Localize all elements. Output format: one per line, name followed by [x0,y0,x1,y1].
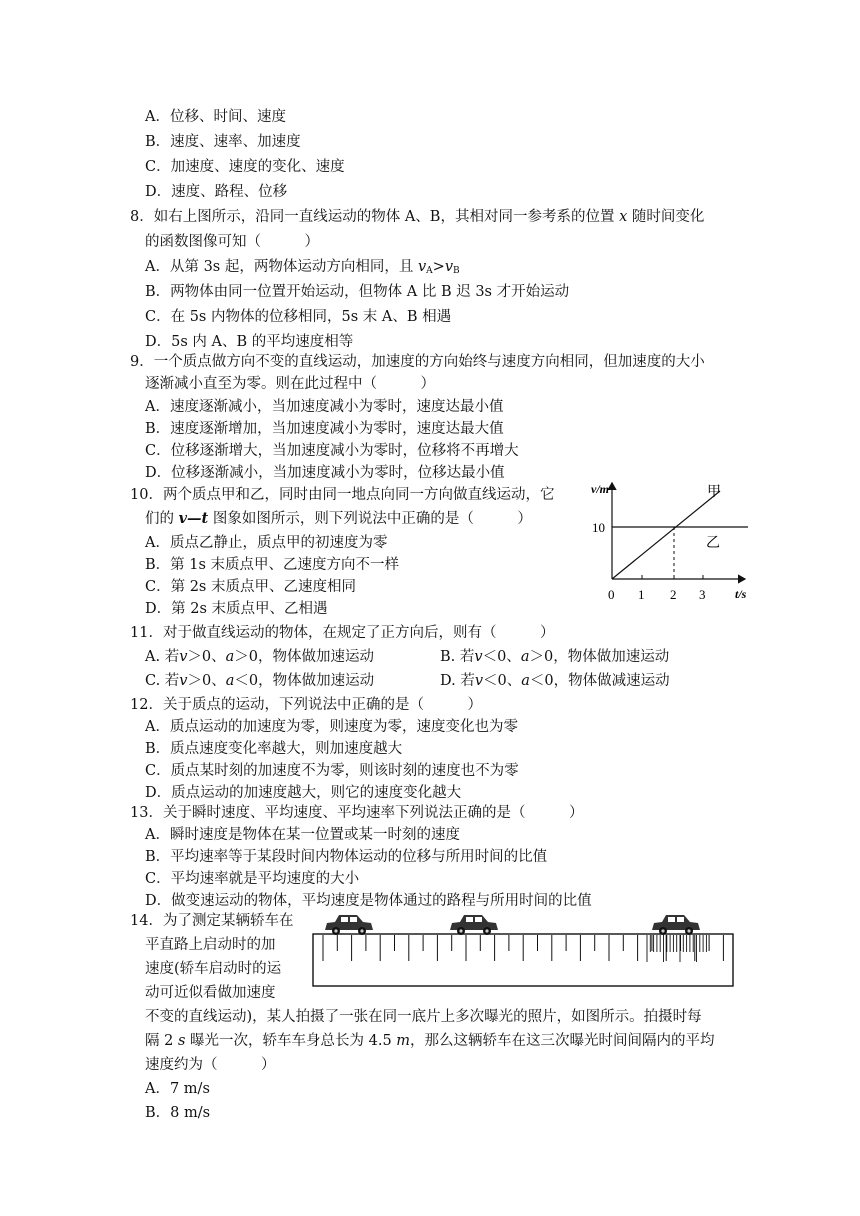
q9-stem-line1: 9．一个质点做方向不变的直线运动，加速度的方向始终与速度方向相同，但加速度的大小 [130,354,705,370]
q9-option-d: D．位移逐渐减小，当加速度减小为零时，位移达最小值 [145,465,505,481]
y-axis-label: v/m [591,482,609,496]
q12-stem: 12．关于质点的运动，下列说法中正确的是（ ） [130,697,482,713]
q10-stem-line2: 们的 v—t 图象如图所示，则下列说法中正确的是（ ） [145,510,532,527]
q10-vt-graph [585,478,765,603]
q12-option-a: A．质点运动的加速度为零，则速度为零，速度变化也为零 [145,719,518,735]
q12-option-c: C．质点某时刻的加速度不为零，则该时刻的速度也不为零 [145,763,519,779]
ruler-fine-ticks [647,935,706,962]
x-tick-label-0: 0 [608,587,615,602]
car-1-icon [325,915,373,935]
q7-option-b: B．速度、速率、加速度 [145,134,301,150]
q13-option-d: D．做变速运动的物体，平均速度是物体通过的路程与所用时间的比值 [145,893,592,909]
y-tick-label-10: 10 [592,520,605,535]
q8-stem-line1: 8．如右上图所示，沿同一直线运动的物体 A、B，其相对同一参考系的位置 x 随时间变化 [130,209,705,225]
q14-line1: 14．为了测定某辆轿车在 [130,913,294,929]
q14-line4: 动可近似看做加速度 [145,985,276,1001]
q10-option-c: C．第 2s 末质点甲、乙速度相同 [145,579,356,595]
q7-option-c: C．加速度、速度的变化、速度 [145,159,345,175]
q10-option-d: D．第 2s 末质点甲、乙相遇 [145,601,328,617]
q10-stem-line1: 10．两个质点甲和乙，同时由同一地点向同一方向做直线运动，它 [130,487,555,503]
q9-option-b: B．速度逐渐增加，当加速度减小为零时，速度达最大值 [145,421,504,437]
q8-option-d: D．5s 内 A、B 的平均速度相等 [145,334,354,350]
q13-option-a: A．瞬时速度是物体在某一位置或某一时刻的速度 [145,827,460,843]
q7-option-a: A．位移、时间、速度 [145,109,286,125]
q11-option-c: C. 若v＞0、a＜0，物体做加速运动 [145,673,375,689]
q14-line6: 隔 2 s 曝光一次，轿车车身总长为 4.5 m，那么这辆轿车在这三次曝光时间间隔内的平均 [145,1033,715,1049]
q10-option-b: B．第 1s 末质点甲、乙速度方向不一样 [145,557,400,573]
x-tick-label-3: 3 [699,587,706,602]
q14-line7: 速度约为（ ） [145,1057,276,1073]
q9-stem-line2: 逐渐减小直至为零。则在此过程中（ ） [145,376,435,392]
q11-option-b: B. 若v＜0、a＞0，物体做加速运动 [440,649,670,665]
q8-option-c: C．在 5s 内物体的位移相同，5s 末 A、B 相遇 [145,309,452,325]
q14-line2: 平直路上启动时的加 [145,937,276,953]
series-yi-label: 乙 [706,536,720,551]
q13-stem: 13．关于瞬时速度、平均速度、平均速率下列说法正确的是（ ） [130,805,584,821]
series-jia-line [612,491,720,579]
q7-option-d: D．速度、路程、位移 [145,184,288,200]
q12-option-d: D．质点运动的加速度越大，则它的速度变化越大 [145,785,462,801]
car-2-icon [450,915,498,935]
q14-ruler-photo [305,910,745,990]
series-jia-label: 甲 [707,485,721,500]
q12-option-b: B．质点速度变化率越大，则加速度越大 [145,741,403,757]
q9-option-c: C．位移逐渐增大，当加速度减小为零时，位移将不再增大 [145,443,519,459]
x-axis-label: t/s [735,587,747,601]
q13-option-c: C．平均速率就是平均速度的大小 [145,871,360,887]
q11-option-a: A. 若v＞0、a＞0，物体做加速运动 [145,649,375,665]
q8-stem-line2: 的函数图像可知（ ） [145,234,319,250]
q14-line5: 不变的直线运动)，某人拍摄了一张在同一底片上多次曝光的照片，如图所示。拍摄时每 [145,1009,702,1025]
q11-option-d: D. 若v＜0、a＜0，物体做减速运动 [440,673,670,689]
q8-option-a: A．从第 3s 起，两物体运动方向相同，且 $v_A>v_B$ [145,259,460,276]
q14-option-a: A．7 m/s [145,1081,210,1097]
q14-line3: 速度(轿车启动时的运 [145,961,282,977]
q10-option-a: A．质点乙静止，质点甲的初速度为零 [145,535,388,551]
q13-option-b: B．平均速率等于某段时间内物体运动的位移与所用时间的比值 [145,849,548,865]
q9-option-a: A．速度逐渐减小，当加速度减小为零时，速度达最小值 [145,399,504,415]
q14-option-b: B．8 m/s [145,1105,211,1121]
x-tick-label-1: 1 [638,587,645,602]
q11-stem: 11．对于做直线运动的物体，在规定了正方向后，则有（ ） [130,625,555,641]
x-tick-label-2: 2 [670,587,677,602]
q8-option-b: B．两物体由同一位置开始运动，但物体 A 比 B 迟 3s 才开始运动 [145,284,570,300]
car-3-icon [652,915,700,935]
